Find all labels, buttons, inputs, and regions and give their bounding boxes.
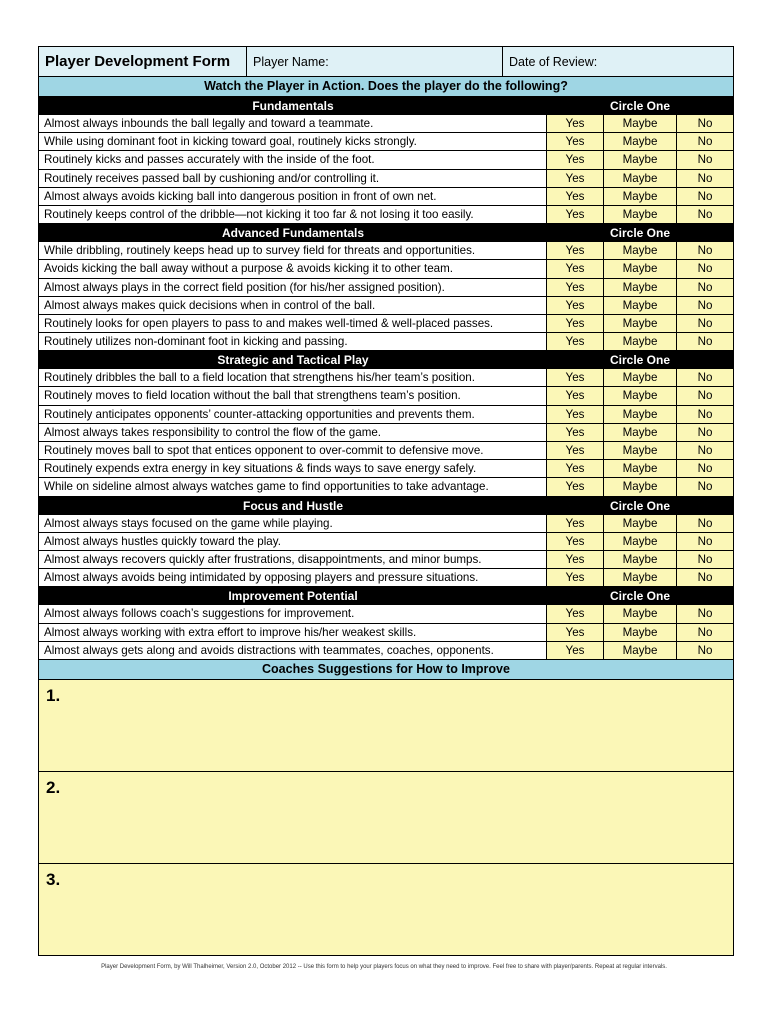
form-title: Player Development Form (39, 47, 247, 76)
evaluation-row (39, 424, 733, 442)
evaluation-statement: Almost always gets along and avoids distractions with teammates, coaches, opponents. (39, 642, 547, 659)
option-maybe[interactable]: Maybe (604, 170, 677, 187)
option-yes[interactable]: Yes (547, 315, 604, 332)
option-maybe[interactable]: Maybe (604, 460, 677, 477)
option-yes[interactable]: Yes (547, 170, 604, 187)
option-no[interactable]: No (677, 624, 733, 641)
evaluation-statement: Almost always inbounds the ball legally and toward a teammate. (39, 115, 547, 132)
evaluation-row (39, 387, 733, 405)
suggestion-number: 1. (46, 685, 61, 705)
evaluation-statement: Almost always hustles quickly toward the play. (39, 533, 547, 550)
evaluation-sections (39, 97, 733, 660)
evaluation-row (39, 551, 733, 569)
option-yes[interactable]: Yes (547, 460, 604, 477)
evaluation-row (39, 188, 733, 206)
option-no[interactable]: No (677, 260, 733, 277)
evaluation-row (39, 242, 733, 260)
evaluation-statement: Almost always stays focused on the game while playing. (39, 515, 547, 532)
option-no[interactable]: No (677, 242, 733, 259)
option-no[interactable]: No (677, 533, 733, 550)
option-maybe[interactable]: Maybe (604, 478, 677, 495)
option-yes[interactable]: Yes (547, 515, 604, 532)
option-no[interactable]: No (677, 460, 733, 477)
option-maybe[interactable]: Maybe (604, 315, 677, 332)
option-yes[interactable]: Yes (547, 605, 604, 622)
evaluation-row (39, 478, 733, 496)
option-yes[interactable]: Yes (547, 297, 604, 314)
evaluation-row (39, 115, 733, 133)
option-yes[interactable]: Yes (547, 569, 604, 586)
evaluation-statement: Avoids kicking the ball away without a purpose & avoids kicking it to other team. (39, 260, 547, 277)
evaluation-row (39, 515, 733, 533)
evaluation-statement: While using dominant foot in kicking toward goal, routinely kicks strongly. (39, 133, 547, 150)
option-yes[interactable]: Yes (547, 369, 604, 386)
option-yes[interactable]: Yes (547, 533, 604, 550)
option-no[interactable]: No (677, 424, 733, 441)
suggestion-box-3[interactable] (39, 864, 733, 956)
option-maybe[interactable]: Maybe (604, 387, 677, 404)
evaluation-statement: Almost always avoids being intimidated by opposing players and pressure situations. (39, 569, 547, 586)
option-no[interactable]: No (677, 442, 733, 459)
evaluation-statement: Routinely keeps control of the dribble—not kicking it too far & not losing it too easily. (39, 206, 547, 223)
option-yes[interactable]: Yes (547, 478, 604, 495)
section-title: Focus and Hustle (242, 498, 343, 513)
evaluation-statement: While dribbling, routinely keeps head up to survey field for threats and opportunities. (39, 242, 547, 259)
option-no[interactable]: No (677, 315, 733, 332)
option-yes[interactable]: Yes (547, 387, 604, 404)
evaluation-row (39, 170, 733, 188)
option-maybe[interactable]: Maybe (604, 260, 677, 277)
player-name-field[interactable]: Player Name: (247, 47, 503, 76)
option-maybe[interactable]: Maybe (604, 115, 677, 132)
section-header (39, 587, 733, 605)
evaluation-row (39, 460, 733, 478)
option-no[interactable]: No (677, 133, 733, 150)
option-no[interactable]: No (677, 515, 733, 532)
evaluation-row (39, 442, 733, 460)
evaluation-row (39, 406, 733, 424)
section-header (39, 97, 733, 115)
option-yes[interactable]: Yes (547, 188, 604, 205)
option-maybe[interactable]: Maybe (604, 279, 677, 296)
option-yes[interactable]: Yes (547, 424, 604, 441)
option-maybe[interactable]: Maybe (604, 151, 677, 168)
evaluation-statement: Almost always follows coach’s suggestions for improvement. (39, 605, 547, 622)
option-maybe[interactable]: Maybe (604, 442, 677, 459)
option-maybe[interactable]: Maybe (604, 333, 677, 350)
option-yes[interactable]: Yes (547, 260, 604, 277)
circle-one-label: Circle One (609, 498, 671, 513)
option-yes[interactable]: Yes (547, 624, 604, 641)
evaluation-row (39, 333, 733, 351)
option-no[interactable]: No (677, 369, 733, 386)
option-yes[interactable]: Yes (547, 442, 604, 459)
player-development-form (38, 46, 734, 956)
circle-one-label: Circle One (609, 353, 671, 368)
evaluation-statement: Routinely moves ball to spot that entices opponent to over-commit to defensive move. (39, 442, 547, 459)
option-maybe[interactable]: Maybe (604, 297, 677, 314)
evaluation-row (39, 133, 733, 151)
section-title: Fundamentals (252, 99, 334, 113)
option-no[interactable]: No (677, 642, 733, 659)
option-no[interactable]: No (677, 115, 733, 132)
evaluation-row (39, 315, 733, 333)
option-maybe[interactable]: Maybe (604, 515, 677, 532)
option-yes[interactable]: Yes (547, 206, 604, 223)
option-no[interactable]: No (677, 605, 733, 622)
option-maybe[interactable]: Maybe (604, 369, 677, 386)
option-yes[interactable]: Yes (547, 406, 604, 423)
option-yes[interactable]: Yes (547, 279, 604, 296)
option-maybe[interactable]: Maybe (604, 206, 677, 223)
option-yes[interactable]: Yes (547, 115, 604, 132)
form-header (39, 47, 733, 77)
option-no[interactable]: No (677, 333, 733, 350)
option-maybe[interactable]: Maybe (604, 605, 677, 622)
evaluation-row (39, 624, 733, 642)
evaluation-row (39, 297, 733, 315)
option-no[interactable]: No (677, 170, 733, 187)
evaluation-row (39, 206, 733, 224)
option-yes[interactable]: Yes (547, 151, 604, 168)
option-yes[interactable]: Yes (547, 551, 604, 568)
evaluation-statement: Routinely utilizes non-dominant foot in kicking and passing. (39, 333, 547, 350)
circle-one-label: Circle One (609, 589, 671, 604)
option-yes[interactable]: Yes (547, 133, 604, 150)
option-no[interactable]: No (677, 151, 733, 168)
suggestion-number: 3. (46, 869, 61, 889)
option-maybe[interactable]: Maybe (604, 642, 677, 659)
option-maybe[interactable]: Maybe (604, 424, 677, 441)
circle-one-label: Circle One (609, 99, 671, 113)
option-no[interactable]: No (677, 478, 733, 495)
evaluation-row (39, 260, 733, 278)
review-date-field[interactable]: Date of Review: (509, 54, 598, 69)
evaluation-row (39, 369, 733, 387)
option-maybe[interactable]: Maybe (604, 242, 677, 259)
suggestion-box-1[interactable] (39, 680, 733, 772)
option-maybe[interactable]: Maybe (604, 533, 677, 550)
section-title: Improvement Potential (228, 589, 358, 604)
evaluation-statement: Routinely expends extra energy in key situations & finds ways to save energy safely. (39, 460, 547, 477)
option-maybe[interactable]: Maybe (604, 188, 677, 205)
circle-one-label: Circle One (609, 226, 671, 241)
option-no[interactable]: No (677, 569, 733, 586)
option-maybe[interactable]: Maybe (604, 569, 677, 586)
option-no[interactable]: No (677, 206, 733, 223)
section-title: Advanced Fundamentals (221, 226, 365, 241)
suggestion-box-2[interactable] (39, 772, 733, 864)
option-no[interactable]: No (677, 279, 733, 296)
section-header (39, 351, 733, 369)
evaluation-row (39, 642, 733, 660)
evaluation-statement: Almost always recovers quickly after frustrations, disappointments, and minor bumps. (39, 551, 547, 568)
option-no[interactable]: No (677, 188, 733, 205)
evaluation-statement: Almost always working with extra effort to improve his/her weakest skills. (39, 624, 547, 641)
option-yes[interactable]: Yes (547, 642, 604, 659)
footer-note: Player Development Form, by Will Thalheimer, Version 2.0, October 2012 -- Use this form to help your players focus on what they need to improve. Feel free to share with player/parents. Repeat at regular intervals. (101, 964, 667, 970)
option-no[interactable]: No (677, 406, 733, 423)
option-maybe[interactable]: Maybe (604, 133, 677, 150)
suggestion-number: 2. (46, 777, 61, 797)
option-maybe[interactable]: Maybe (604, 406, 677, 423)
evaluation-statement: Almost always avoids kicking ball into dangerous position in front of own net. (39, 188, 547, 205)
option-maybe[interactable]: Maybe (604, 551, 677, 568)
evaluation-statement: Routinely receives passed ball by cushioning and/or controlling it. (39, 170, 547, 187)
evaluation-statement: Almost always makes quick decisions when in control of the ball. (39, 297, 547, 314)
evaluation-statement: Almost always takes responsibility to control the flow of the game. (39, 424, 547, 441)
option-yes[interactable]: Yes (547, 242, 604, 259)
evaluation-statement: Routinely moves to field location without the ball that strengthens team’s position. (39, 387, 547, 404)
evaluation-row (39, 151, 733, 169)
coaches-suggestions-heading: Coaches Suggestions for How to Improve (39, 660, 733, 680)
evaluation-statement: Routinely anticipates opponents’ counter-attacking opportunities and prevents them. (39, 406, 547, 423)
option-no[interactable]: No (677, 551, 733, 568)
evaluation-statement: Routinely kicks and passes accurately with the inside of the foot. (39, 151, 547, 168)
section-header (39, 224, 733, 242)
evaluation-row (39, 279, 733, 297)
evaluation-statement: Almost always plays in the correct field position (for his/her assigned position). (39, 279, 547, 296)
intro-banner: Watch the Player in Action. Does the player do the following? (39, 77, 733, 97)
evaluation-row (39, 605, 733, 623)
evaluation-row (39, 533, 733, 551)
evaluation-statement: Routinely looks for open players to pass to and makes well-timed & well-placed passes. (39, 315, 547, 332)
evaluation-statement: Routinely dribbles the ball to a field location that strengthens his/her team’s position. (39, 369, 547, 386)
option-yes[interactable]: Yes (547, 333, 604, 350)
section-title: Strategic and Tactical Play (217, 353, 369, 368)
option-maybe[interactable]: Maybe (604, 624, 677, 641)
evaluation-row (39, 569, 733, 587)
evaluation-statement: While on sideline almost always watches game to find opportunities to take advantage. (39, 478, 547, 495)
option-no[interactable]: No (677, 297, 733, 314)
section-header (39, 497, 733, 515)
option-no[interactable]: No (677, 387, 733, 404)
